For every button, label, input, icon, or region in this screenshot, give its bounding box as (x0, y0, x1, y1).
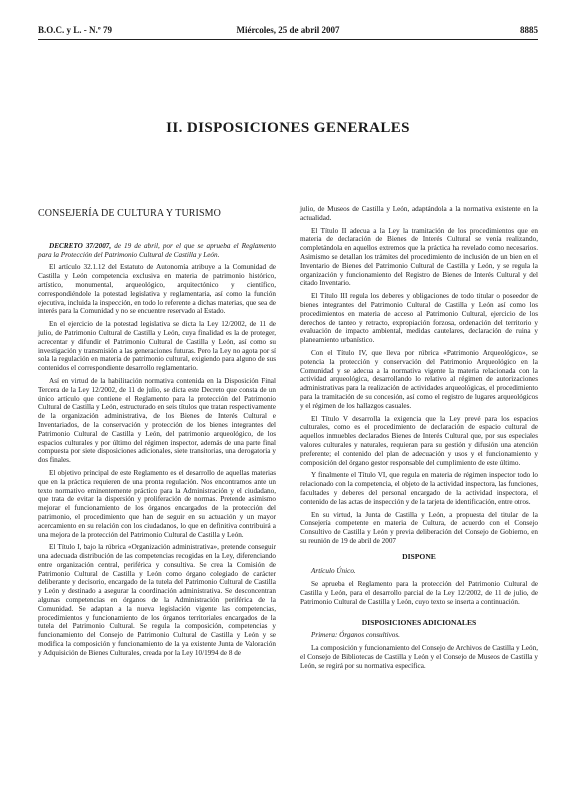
paragraph: El objetivo principal de este Reglamento es el desarrollo de aquellas materias que en la práctica requieren de una pronta regulación. Nos encontramos ante un texto normativo eminentemente práctico para la Administración y el ciudadano, que trata de evitar la dispersión y proliferación de normas. Pretende asimismo mejorar el funcionamiento de los órganos encargados de la protección del patrimonio, el procedimiento que han de seguir en su actuación y un mayor acercamiento en su relación con los ciudadanos, lo que en definitiva contribuirá a una mejora de la protección del Patrimonio Cultural de Castilla y León. (38, 468, 276, 539)
paragraph: El Título III regula los deberes y obligaciones de todo titular o poseedor de bienes integrantes del Patrimonio Cultural de Castilla y León así como los procedimientos en materia de acceso al Patrimonio Cultural, ejercicio de los derechos de tanteo y retracto, expropiación forzosa, ordenación del territorio y evaluación de impacto ambiental, medidas cautelares, declaración de ruina y planeamiento urbanístico. (300, 292, 538, 345)
paragraph: El Título V desarrolla la exigencia que la Ley prevé para los espacios culturales, como es el procedimiento de declaración de espacio cultural de aquellos inmuebles declarados Bienes de Interés Cultural que, por sus especiales valores culturales y naturales, requieran para su gestión y difusión una atención preferente; el contenido del plan de adecuación y usos y el funcionamiento y composición del órgano gestor responsable del cumplimiento de este último. (300, 414, 538, 467)
issue-date: Miércoles, 25 de abril 2007 (236, 25, 340, 35)
dispone-heading: DISPONE (402, 551, 436, 561)
paragraph: El artículo 32.1.12 del Estatuto de Autonomía atribuye a la Comunidad de Castilla y León competencia exclusiva en materia de patrimonio histórico, artístico, monumental, arqueológico, arquitectónico y científico, correspondiéndole la potestad legislativa y reglamentaria, así como la función ejecutiva, incluida la inspección, en todo lo referente a dichas materias, que sea de interés para la Comunidad y no se encuentre reservado al Estado. (38, 263, 276, 316)
paragraph: En su virtud, la Junta de Castilla y León, a propuesta del titular de la Consejería competente en materia de Cultura, de acuerdo con el Consejo Consultivo de Castilla y León y previa deliberación del Consejo de Gobierno, en su reunión de 19 de abril de 2007 (300, 510, 538, 545)
decree-title (38, 242, 276, 260)
paragraph: En el ejercicio de la potestad legislativa se dicta la Ley 12/2002, de 11 de julio, de Patrimonio Cultural de Castilla y León, cuya finalidad es la de proteger, acrecentar y difundir el Patrimonio Cultural de Castilla y León, así como su investigación y transmisión a las generaciones futuras. Pero la Ley no agota por sí sola la regulación en materia de patrimonio cultural, exigiendo para alguno de sus contenidos el correspondiente desarrollo reglamentario. (38, 320, 276, 373)
organism-heading: CONSEJERÍA DE CULTURA Y TURISMO (38, 208, 221, 219)
decree-description: de 19 de abril, por el que se aprueba el Reglamento para la Protección del Patrimonio Cultural de Castilla y León. (38, 241, 276, 259)
right-column (300, 205, 538, 675)
first-provision-heading: Primera: Órganos consultivos. (311, 631, 400, 640)
paragraph: El Título II adecua a la Ley la tramitación de los procedimientos que en materia de declaración de Bienes de Interés Cultural se venía realizando, completándola en aquellos extremos que la práctica ha revelado como necesarios. Asimismo se detallan los trámites del procedimiento de inclusión de un bien en el Inventario de Bienes del Patrimonio Cultural de Castilla y León, y se regula la organización y funcionamiento del Registro de Bienes de Interés Cultural y del citado Inventario. (300, 226, 538, 288)
additional-provisions-heading: DISPOSICIONES ADICIONALES (361, 617, 477, 627)
paragraph: Con el Título IV, que lleva por rúbrica «Patrimonio Arqueológico», se potencia la protección y conservación del Patrimonio Arqueológico en la Comunidad y se adecua a la normativa vigente la materia relacionada con la actividad arqueológica, desarrollando lo relativo al régimen de autorizaciones administrativas para la realización de actividades arqueológicas, el procedimiento para la tramitación de su concesión, así como el registro de lugares arqueológicos y el régimen de los hallazgos casuales. (300, 348, 538, 410)
section-title: II. DISPOSICIONES GENERALES (166, 120, 410, 136)
left-column (38, 206, 276, 662)
decree-number: DECRETO 37/2007, (49, 241, 112, 250)
article-heading: Artículo Único. (311, 567, 356, 576)
first-provision-text: La composición y funcionamiento del Consejo de Archivos de Castilla y León, el Consejo de Bibliotecas de Castilla y León y el Consejo de Museos de Castilla y León, se regirá por su normativa específica. (300, 644, 538, 670)
paragraph: julio, de Museos de Castilla y León, adaptándola a la normativa existente en la actualidad. (300, 205, 538, 222)
page-header (38, 25, 538, 37)
page-number: 8885 (520, 25, 538, 35)
paragraph: Así en virtud de la habilitación normativa contenida en la Disposición Final Tercera de la Ley 12/2002, de 11 de julio, se dicta este Decreto que consta de un único artículo que contiene el Reglamento para la protección del Patrimonio Cultural de Castilla y León, estructurado en seis títulos que tratan respectivamente de la organización administrativa, de los Bienes de Interés Cultural e Inventariados, de la conservación y protección de los bienes integrantes del Patrimonio Cultural de Castilla y León, del patrimonio arqueológico, de los espacios culturales y por último del régimen inspector, además de una parte final compuesta por siete disposiciones adicionales, siete transitorias, una derogatoria y dos finales. (38, 376, 276, 465)
paragraph: El Título I, bajo la rúbrica «Organización administrativa», pretende conseguir una adecuada distribución de las competencias recogidas en la Ley, diferenciando entre organización central, periférica y consultiva. Se crea la Comisión de Patrimonio Cultural de Castilla y León como órgano colegiado de carácter deliberante y decisorio, encargado de la tutela del Patrimonio Cultural de Castilla y León y destinado a asegurar la coordinación administrativa. Se desconcentran algunas competencias en órganos de la Administración periférica de la Comunidad. Se adaptan a la nueva legislación vigente las competencias, procedimientos y funcionamiento de los órganos territoriales encargados de la tutela del Patrimonio Cultural. Se regula la composición, competencias y funcionamiento del Consejo de Patrimonio Cultural de Castilla y León y se modifica la composición y funcionamiento de la ya existente Junta de Valoración y Adquisición de Bienes Culturales, creada por la Ley 10/1994 de 8 de (38, 543, 276, 657)
journal-issue: B.O.C. y L. - N.º 79 (38, 25, 112, 35)
paragraph: Y finalmente el Título VI, que regula en materia de régimen inspector todo lo relacionado con la competencia, el objeto de la actividad inspectora, las funciones, facultades y deberes del personal encargado de la actividad inspectora, el contenido de las actas de inspección y de la tarjeta de identificación, entre otros. (300, 471, 538, 506)
article-text: Se aprueba el Reglamento para la protección del Patrimonio Cultural de Castilla y León, para el desarrollo parcial de la Ley 12/2002, de 11 de julio, de Patrimonio Cultural de Castilla y León, cuyo texto se inserta a continuación. (300, 580, 538, 606)
header-rule (38, 39, 538, 40)
